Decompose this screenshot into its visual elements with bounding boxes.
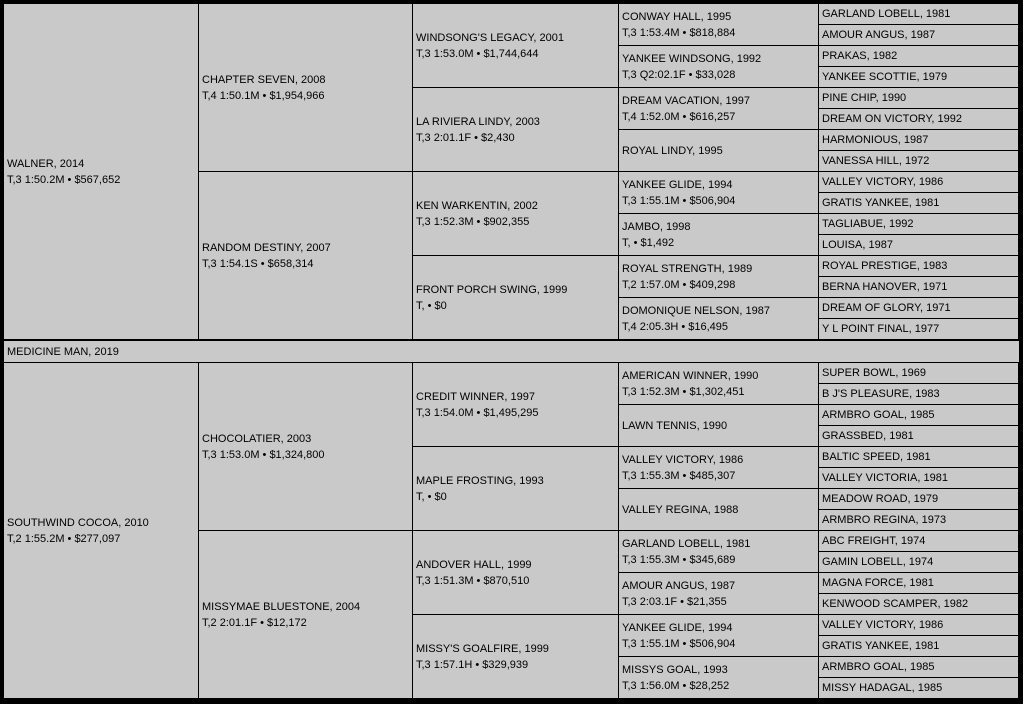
horse-name: CHAPTER SEVEN, 2008 bbox=[202, 73, 326, 86]
horse-name: GAMIN LOBELL, 1974 bbox=[822, 556, 934, 568]
horse-name: WINDSONG'S LEGACY, 2001 bbox=[416, 31, 565, 44]
race-record: T,3 1:55.1M • $506,904 bbox=[622, 194, 736, 207]
horse-name: GARLAND LOBELL, 1981 bbox=[622, 537, 751, 550]
pedigree-great-great-great-grandparent-cell bbox=[819, 615, 1018, 635]
race-record: T,3 1:54.0M • $1,495,295 bbox=[416, 406, 539, 419]
horse-name: ABC FREIGHT, 1974 bbox=[822, 535, 926, 547]
pedigree-great-great-great-grandparent-cell bbox=[819, 214, 1018, 234]
horse-name: AMERICAN WINNER, 1990 bbox=[622, 369, 759, 382]
pedigree-great-great-grandparent-cell bbox=[619, 573, 818, 614]
pedigree-great-great-great-grandparent-cell bbox=[819, 277, 1018, 297]
horse-name: HARMONIOUS, 1987 bbox=[822, 134, 929, 146]
horse-name: LA RIVIERA LINDY, 2003 bbox=[416, 115, 540, 128]
pedigree-great-great-great-grandparent-cell bbox=[819, 678, 1018, 698]
pedigree-great-great-great-grandparent-cell bbox=[819, 109, 1018, 129]
horse-name: YANKEE GLIDE, 1994 bbox=[622, 621, 733, 634]
horse-name: ROYAL LINDY, 1995 bbox=[622, 144, 723, 157]
horse-name: LOUISA, 1987 bbox=[822, 239, 893, 251]
pedigree-great-great-great-grandparent-cell bbox=[819, 552, 1018, 572]
pedigree-sire-or-dam-cell bbox=[4, 363, 198, 698]
horse-name: GRATIS YANKEE, 1981 bbox=[822, 197, 940, 209]
race-record: T,3 1:55.3M • $485,307 bbox=[622, 469, 736, 482]
pedigree-great-great-great-grandparent-cell bbox=[819, 489, 1018, 509]
pedigree-great-great-great-grandparent-cell bbox=[819, 636, 1018, 656]
horse-name: VALLEY VICTORIA, 1981 bbox=[822, 472, 948, 484]
horse-name: MEADOW ROAD, 1979 bbox=[822, 493, 939, 505]
pedigree-great-great-great-grandparent-cell bbox=[819, 405, 1018, 425]
pedigree-great-great-grandparent-cell bbox=[619, 363, 818, 404]
pedigree-great-great-grandparent-cell bbox=[619, 130, 818, 171]
horse-name: AMOUR ANGUS, 1987 bbox=[822, 29, 936, 41]
pedigree-great-great-great-grandparent-cell bbox=[819, 151, 1018, 171]
horse-name: YANKEE GLIDE, 1994 bbox=[622, 178, 733, 191]
horse-name: B J'S PLEASURE, 1983 bbox=[822, 388, 940, 400]
race-record: T,3 1:53.0M • $1,324,800 bbox=[202, 448, 325, 461]
horse-name: AMOUR ANGUS, 1987 bbox=[622, 579, 736, 592]
horse-name: KEN WARKENTIN, 2002 bbox=[416, 199, 538, 212]
horse-name: CONWAY HALL, 1995 bbox=[622, 10, 732, 23]
pedigree-great-great-grandparent-cell bbox=[619, 88, 818, 129]
pedigree-great-great-great-grandparent-cell bbox=[819, 384, 1018, 404]
pedigree-great-great-grandparent-cell bbox=[619, 657, 818, 698]
horse-name: KENWOOD SCAMPER, 1982 bbox=[822, 598, 969, 610]
pedigree-grandparent-cell bbox=[199, 4, 412, 171]
pedigree-great-great-great-grandparent-cell bbox=[819, 193, 1018, 213]
horse-name: SOUTHWIND COCOA, 2010 bbox=[7, 516, 149, 529]
pedigree-great-grandparent-cell bbox=[413, 531, 618, 614]
horse-name: GRASSBED, 1981 bbox=[822, 430, 914, 442]
pedigree-great-great-grandparent-cell bbox=[619, 615, 818, 656]
horse-name: ARMBRO GOAL, 1985 bbox=[822, 409, 935, 421]
pedigree-great-great-grandparent-cell bbox=[619, 447, 818, 488]
pedigree-great-great-grandparent-cell bbox=[619, 46, 818, 87]
horse-name: SUPER BOWL, 1969 bbox=[822, 367, 926, 379]
pedigree-great-great-great-grandparent-cell bbox=[819, 235, 1018, 255]
pedigree-great-great-great-grandparent-cell bbox=[819, 172, 1018, 192]
pedigree-great-great-grandparent-cell bbox=[619, 214, 818, 255]
race-record: T,3 1:52.3M • $902,355 bbox=[416, 215, 530, 228]
race-record: T,2 2:01.1F • $12,172 bbox=[202, 616, 307, 629]
pedigree-great-grandparent-cell bbox=[413, 256, 618, 339]
pedigree-great-great-great-grandparent-cell bbox=[819, 657, 1018, 677]
pedigree-great-great-grandparent-cell bbox=[619, 531, 818, 572]
pedigree-great-great-grandparent-cell bbox=[619, 172, 818, 213]
horse-name: DREAM OF GLORY, 1971 bbox=[822, 302, 951, 314]
race-record: T,3 1:52.3M • $1,302,451 bbox=[622, 385, 745, 398]
pedigree-grandparent-cell bbox=[199, 363, 412, 530]
race-record: T,4 1:52.0M • $616,257 bbox=[622, 110, 736, 123]
pedigree-great-great-great-grandparent-cell bbox=[819, 319, 1018, 339]
race-record: T, • $0 bbox=[416, 299, 447, 312]
race-record: T,3 1:53.0M • $1,744,644 bbox=[416, 47, 539, 60]
subject-horse-row bbox=[4, 341, 1019, 362]
pedigree-great-great-great-grandparent-cell bbox=[819, 130, 1018, 150]
horse-name: RANDOM DESTINY, 2007 bbox=[202, 241, 331, 254]
pedigree-great-great-grandparent-cell bbox=[619, 489, 818, 530]
race-record: T,3 1:50.2M • $567,652 bbox=[7, 173, 121, 186]
pedigree-great-great-grandparent-cell bbox=[619, 256, 818, 297]
subject-horse-name: MEDICINE MAN, 2019 bbox=[7, 345, 119, 358]
horse-name: JAMBO, 1998 bbox=[622, 220, 691, 233]
pedigree-great-great-great-grandparent-cell bbox=[819, 67, 1018, 87]
horse-name: BERNA HANOVER, 1971 bbox=[822, 281, 948, 293]
horse-name: VALLEY VICTORY, 1986 bbox=[822, 619, 944, 631]
pedigree-great-great-great-grandparent-cell bbox=[819, 573, 1018, 593]
pedigree-great-great-great-grandparent-cell bbox=[819, 594, 1018, 614]
race-record: T,3 Q2:02.1F • $33,028 bbox=[622, 68, 736, 81]
horse-name: YANKEE SCOTTIE, 1979 bbox=[822, 71, 948, 83]
horse-name: VALLEY VICTORY, 1986 bbox=[622, 453, 744, 466]
pedigree-great-grandparent-cell bbox=[413, 447, 618, 530]
pedigree-great-great-great-grandparent-cell bbox=[819, 468, 1018, 488]
pedigree-great-grandparent-cell bbox=[413, 172, 618, 255]
pedigree-great-great-great-grandparent-cell bbox=[819, 88, 1018, 108]
pedigree-great-great-grandparent-cell bbox=[619, 298, 818, 339]
pedigree-great-grandparent-cell bbox=[413, 88, 618, 171]
race-record: T,4 2:05.3H • $16,495 bbox=[622, 320, 728, 333]
race-record: T,3 1:53.4M • $818,884 bbox=[622, 26, 736, 39]
race-record: T, • $1,492 bbox=[622, 236, 675, 249]
horse-name: WALNER, 2014 bbox=[7, 157, 85, 170]
race-record: T,3 2:03.1F • $21,355 bbox=[622, 595, 727, 608]
horse-name: ANDOVER HALL, 1999 bbox=[416, 558, 532, 571]
horse-name: Y L POINT FINAL, 1977 bbox=[822, 323, 940, 335]
pedigree-grandparent-cell bbox=[199, 531, 412, 698]
horse-name: BALTIC SPEED, 1981 bbox=[822, 451, 931, 463]
race-record: T,3 1:57.1H • $329,939 bbox=[416, 658, 529, 671]
pedigree-great-grandparent-cell bbox=[413, 363, 618, 446]
horse-name: FRONT PORCH SWING, 1999 bbox=[416, 283, 568, 296]
pedigree-great-great-great-grandparent-cell bbox=[819, 510, 1018, 530]
horse-name: ARMBRO GOAL, 1985 bbox=[822, 661, 935, 673]
pedigree-great-great-great-grandparent-cell bbox=[819, 363, 1018, 383]
horse-name: VANESSA HILL, 1972 bbox=[822, 155, 930, 167]
pedigree-great-great-great-grandparent-cell bbox=[819, 4, 1018, 24]
pedigree-grandparent-cell bbox=[199, 172, 412, 339]
pedigree-great-great-great-grandparent-cell bbox=[819, 531, 1018, 551]
race-record: T,3 1:54.1S • $658,314 bbox=[202, 257, 314, 270]
horse-name: CREDIT WINNER, 1997 bbox=[416, 390, 535, 403]
pedigree-great-great-great-grandparent-cell bbox=[819, 256, 1018, 276]
horse-name: DOMONIQUE NELSON, 1987 bbox=[622, 304, 770, 317]
race-record: T,3 2:01.1F • $2,430 bbox=[416, 131, 515, 144]
race-record: T,2 1:57.0M • $409,298 bbox=[622, 278, 736, 291]
race-record: T,3 1:51.3M • $870,510 bbox=[416, 574, 530, 587]
horse-name: YANKEE WINDSONG, 1992 bbox=[622, 52, 762, 65]
race-record: T, • $0 bbox=[416, 490, 447, 503]
pedigree-great-great-great-grandparent-cell bbox=[819, 298, 1018, 318]
horse-name: MISSYMAE BLUESTONE, 2004 bbox=[202, 600, 361, 613]
pedigree-great-great-great-grandparent-cell bbox=[819, 426, 1018, 446]
horse-name: GRATIS YANKEE, 1981 bbox=[822, 640, 940, 652]
horse-name: DREAM ON VICTORY, 1992 bbox=[822, 113, 962, 125]
pedigree-great-great-great-grandparent-cell bbox=[819, 46, 1018, 66]
pedigree-great-grandparent-cell bbox=[413, 615, 618, 698]
race-record: T,4 1:50.1M • $1,954,966 bbox=[202, 89, 325, 102]
horse-name: MISSYS GOAL, 1993 bbox=[622, 663, 728, 676]
horse-name: DREAM VACATION, 1997 bbox=[622, 94, 750, 107]
pedigree-great-great-great-grandparent-cell bbox=[819, 447, 1018, 467]
pedigree-great-great-grandparent-cell bbox=[619, 405, 818, 446]
horse-name: PRAKAS, 1982 bbox=[822, 50, 898, 62]
horse-name: PINE CHIP, 1990 bbox=[822, 92, 907, 104]
horse-name: VALLEY REGINA, 1988 bbox=[622, 503, 739, 516]
horse-name: ARMBRO REGINA, 1973 bbox=[822, 514, 947, 526]
pedigree-table bbox=[4, 4, 1019, 700]
horse-name: GARLAND LOBELL, 1981 bbox=[822, 8, 951, 20]
race-record: T,2 1:55.2M • $277,097 bbox=[7, 532, 121, 545]
horse-name: MISSY'S GOALFIRE, 1999 bbox=[416, 642, 549, 655]
pedigree-great-grandparent-cell bbox=[413, 4, 618, 87]
horse-name: VALLEY VICTORY, 1986 bbox=[822, 176, 944, 188]
horse-name: TAGLIABUE, 1992 bbox=[822, 218, 914, 230]
horse-name: LAWN TENNIS, 1990 bbox=[622, 419, 728, 432]
pedigree-great-great-great-grandparent-cell bbox=[819, 25, 1018, 45]
race-record: T,3 1:55.1M • $506,904 bbox=[622, 637, 736, 650]
horse-name: ROYAL STRENGTH, 1989 bbox=[622, 262, 753, 275]
horse-name: MAGNA FORCE, 1981 bbox=[822, 577, 934, 589]
horse-name: CHOCOLATIER, 2003 bbox=[202, 432, 312, 445]
pedigree-great-great-grandparent-cell bbox=[619, 4, 818, 45]
race-record: T,3 1:55.3M • $345,689 bbox=[622, 553, 736, 566]
horse-name: ROYAL PRESTIGE, 1983 bbox=[822, 260, 948, 272]
horse-name: MISSY HADAGAL, 1985 bbox=[822, 682, 943, 694]
horse-name: MAPLE FROSTING, 1993 bbox=[416, 474, 544, 487]
race-record: T,3 1:56.0M • $28,252 bbox=[622, 679, 730, 692]
pedigree-sire-or-dam-cell bbox=[4, 4, 198, 339]
